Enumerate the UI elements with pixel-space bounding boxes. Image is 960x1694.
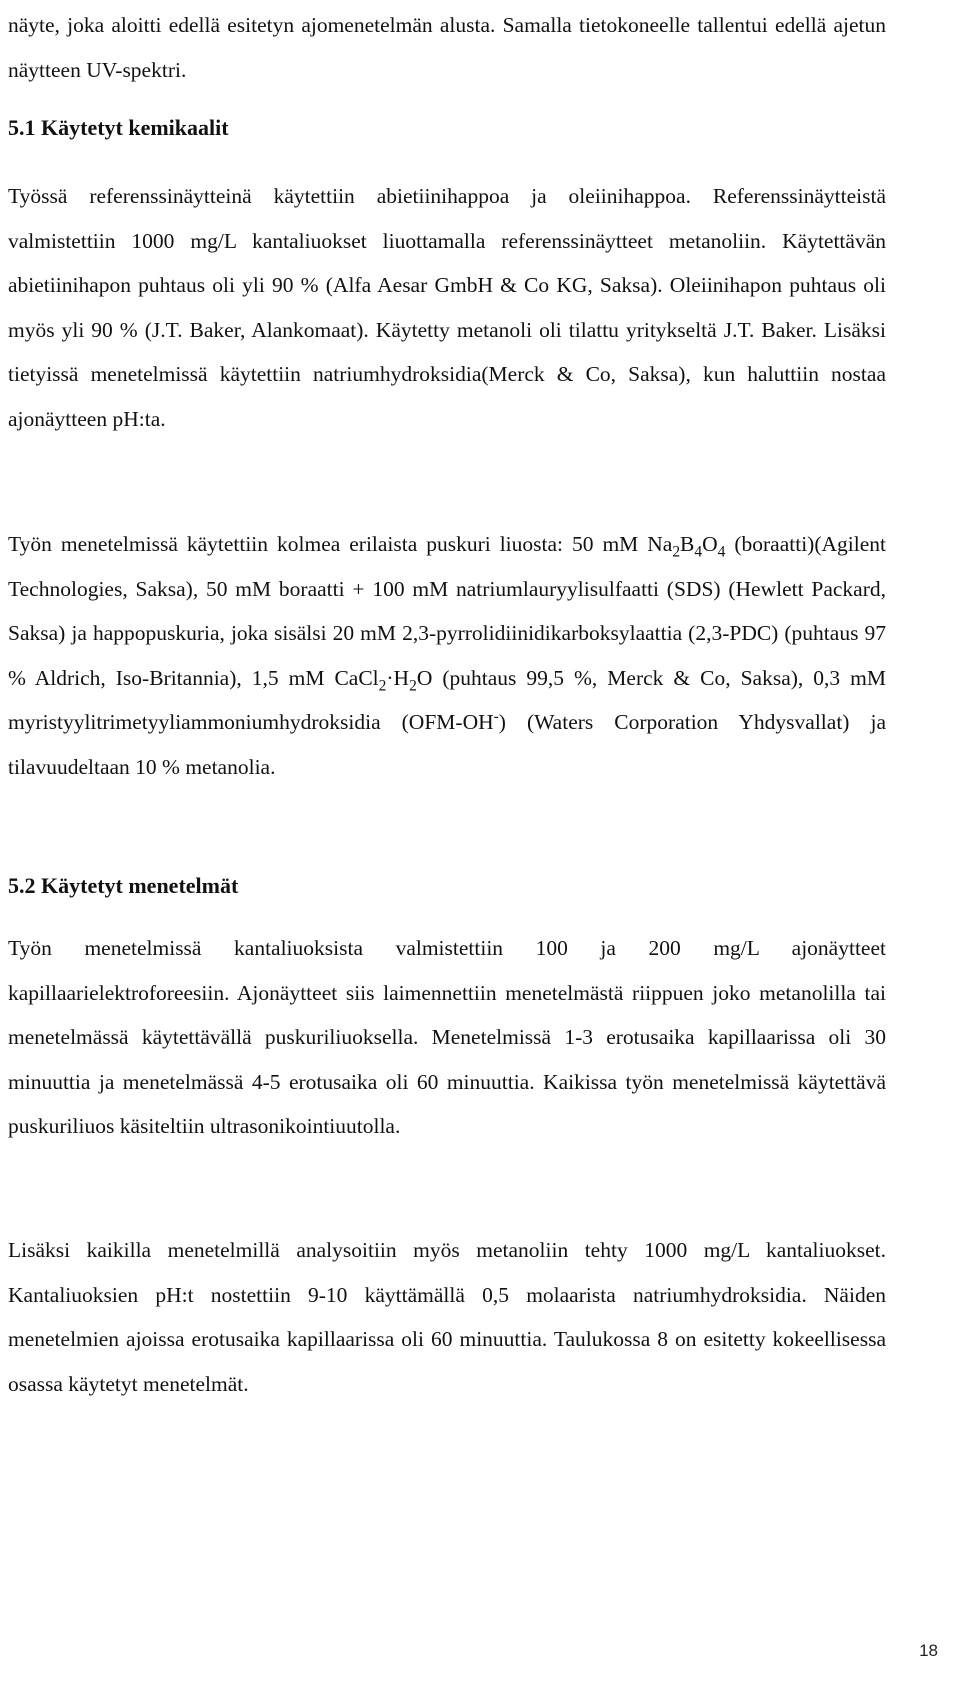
paragraph-chemicals-2	[8, 522, 886, 789]
paragraph-intro: näyte, joka aloitti edellä esitetyn ajomenetelmän alusta. Samalla tietokoneelle tallentui edellä ajetun näytteen UV-spektri.	[8, 13, 886, 82]
text-run: ) (Waters Corporation Yhdysvallat) ja tilavuudeltaan 10 % metanolia.	[8, 710, 886, 779]
text-run: (boraatti)(Agilent Technologies, Saksa), 50 mM boraatti + 100 mM natriumlauryylisulfaatti (SDS) (Hewlett Packard, Saksa) ja happopuskuria, joka sisälsi 20 mM 2,3-pyrrolidiinidikarboksylaattia (2,3-PDC) (puhtaus 97 % Aldrich, Iso-Britannia), 1,5 mM CaCl	[8, 532, 886, 690]
subscript: 2	[672, 543, 681, 561]
text-run: O	[702, 532, 718, 556]
subscript: 2	[409, 676, 417, 694]
paragraph-methods-1: Työn menetelmissä kantaliuoksista valmistettiin 100 ja 200 mg/L ajonäytteet kapillaarielektroforeesiin. Ajonäytteet siis laimennettiin menetelmästä riippuen joko metanolilla tai menetelmässä käytettävällä puskuriliuoksella. Menetelmissä 1-3 erotusaika kapillaarissa oli 30 minuuttia ja menetelmässä 4-5 erotusaika oli 60 minuuttia. Kaikissa työn menetelmissä käytettävä puskuriliuos käsiteltiin ultrasonikointiuutolla.	[8, 936, 886, 1138]
heading-section-5-2: 5.2 Käytetyt menetelmät	[8, 873, 239, 898]
subscript: 4	[717, 543, 726, 561]
text-run: ·H	[386, 665, 410, 690]
text-run: O (puhtaus 99,5 %, Merck & Co, Saksa), 0,3 mM myristyylitrimetyyliammoniumhydroksidia (OFM-OH	[8, 665, 886, 734]
subscript: 2	[378, 676, 387, 694]
paragraph-chemicals-1: Työssä referenssinäytteinä käytettiin abietiinihappoa ja oleiinihappoa. Referenssinäytteistä valmistettiin 1000 mg/L kantaliuokset liuottamalla referenssinäytteet metanoliin. Käytettävän abietiinihapon puhtaus oli yli 90 % (Alfa Aesar GmbH & Co KG, Saksa). Oleiinihapon puhtaus oli myös yli 90 % (J.T. Baker, Alankomaat). Käytetty metanoli oli tilattu yritykseltä J.T. Baker. Lisäksi tietyissä menetelmissä käytettiin natriumhydroksidia(Merck & Co, Saksa), kun haluttiin nostaa ajonäytteen pH:ta.	[8, 184, 886, 431]
heading-section-5-1: 5.1 Käytetyt kemikaalit	[8, 115, 229, 140]
superscript: -	[493, 707, 499, 725]
subscript: 4	[694, 543, 703, 561]
text-run: Työn menetelmissä käytettiin kolmea erilaista puskuri liuosta: 50 mM Na	[8, 532, 673, 556]
page-number: 18	[919, 1641, 938, 1660]
text-run: B	[680, 532, 695, 556]
paragraph-methods-2: Lisäksi kaikilla menetelmillä analysoitiin myös metanoliin tehty 1000 mg/L kantaliuokset. Kantaliuoksien pH:t nostettiin 9-10 käyttämällä 0,5 molaarista natriumhydroksidia. Näiden menetelmien ajoissa erotusaika kapillaarissa oli 60 minuuttia. Taulukossa 8 on esitetty kokeellisessa osassa käytetyt menetelmät.	[8, 1238, 886, 1396]
